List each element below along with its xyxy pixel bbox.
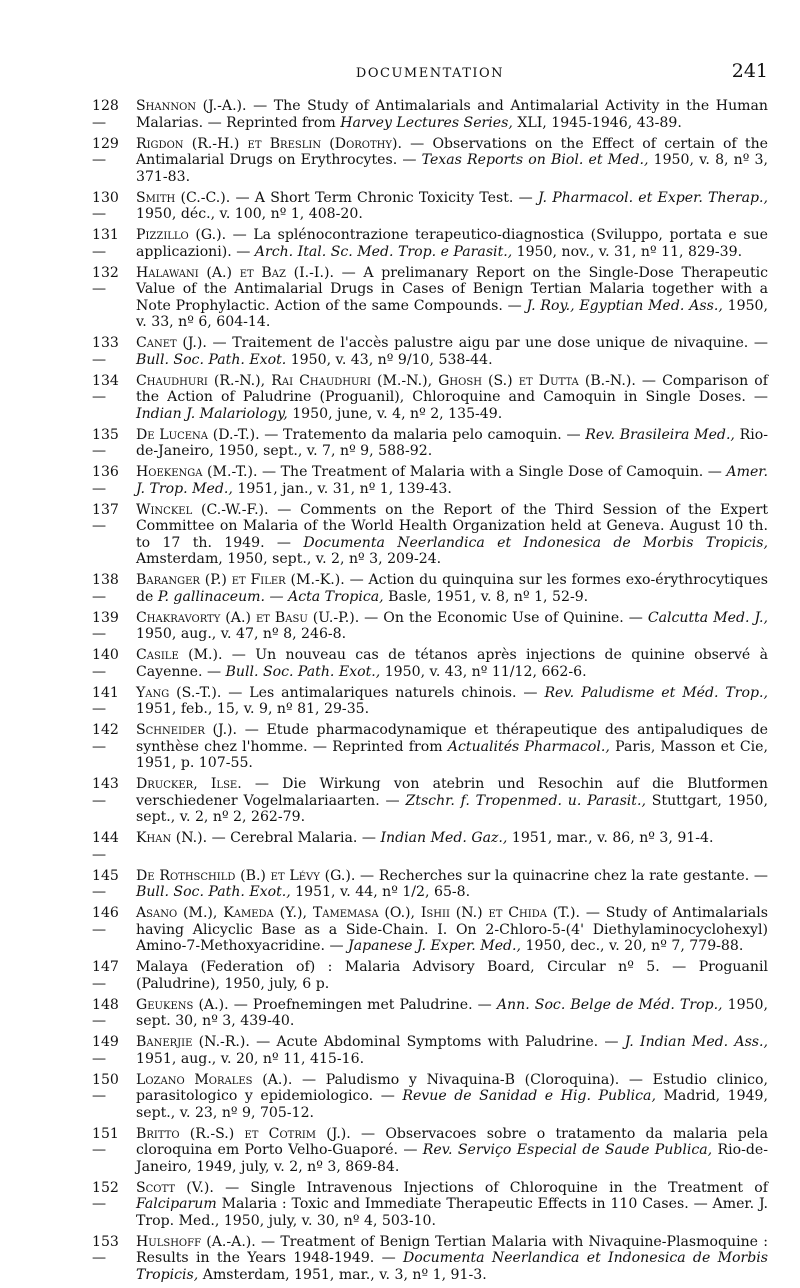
entry-authors: Rigdon (R.-H.) et Breslin (Dorothy). [136, 135, 402, 152]
entry-text [136, 1126, 768, 1176]
entry-title: — The Treatment of Malaria with a Single Dose of Camoquin. — [257, 464, 727, 480]
entry-number: 153 — [92, 1233, 119, 1266]
entry-authors: Hulshoff (A.-A.). [136, 1233, 256, 1250]
entry-source: Revue de Sanidad e Hig. Publica, [402, 1088, 656, 1104]
entry-details: Amsterdam, 1950, sept., v. 2, nº 3, 209-24. [136, 551, 442, 567]
entry-text [136, 373, 768, 423]
entry-authors: Yang (S.-T.). [136, 684, 222, 701]
entry-text [136, 190, 768, 223]
entry-text [136, 830, 768, 847]
entry-source: Japanese J. Exper. Med., [348, 938, 522, 954]
entry-number: 131 — [92, 227, 119, 260]
bibliography-entry [92, 1034, 768, 1067]
entry-authors: Casile (M.). [136, 647, 223, 663]
entry-text [136, 1072, 768, 1122]
entry-title: — Single Intravenous Injections of Chloroquine in the Treatment of [213, 1179, 768, 1196]
entry-number: 132 — [92, 264, 119, 297]
entry-number: 143 — [92, 776, 119, 809]
entry-number: 137 — [92, 501, 119, 534]
entry-authors: Canet (J.). [136, 335, 207, 351]
entry-details: 1951, jan., v. 31, nº 1, 139-43. [232, 480, 452, 497]
bibliography-entry [92, 1126, 768, 1176]
entry-number: 151 — [92, 1125, 119, 1158]
entry-authors: Britto (R.-S.) et Cotrim (J.). [136, 1125, 351, 1142]
entry-title: — Les antimalariques naturels chinois. — [221, 684, 545, 701]
bibliography-entry [92, 1180, 768, 1230]
entry-number: 144 — [92, 830, 119, 863]
entry-details: Amsterdam, 1951, mar., v. 3, nº 1, 91-3. [198, 1266, 487, 1283]
entry-number: 145 — [92, 867, 119, 900]
entry-title: — Comments on the Report of the Third Session of the Expert Committee on Malaria of the World Health Organization held at Geneva. August 10 th. to 17 th. 1949. — [136, 501, 768, 551]
entry-title: — Tratemento da malaria pelo camoquin. — [259, 426, 586, 443]
entry-title: — Cerebral Malaria. — [207, 830, 381, 846]
bibliography-entry [92, 959, 768, 992]
entry-source: Rev. Brasileira Med., [585, 426, 735, 443]
entry-number: 136 — [92, 464, 119, 497]
entry-source: Arch. Ital. Sc. Med. Trop. e Parasit., [254, 243, 513, 260]
entry-title: — Traitement de l'accès palustre aigu par une dose unique de nivaquine. — [206, 335, 768, 351]
entry-source: Rev. Serviço Especial de Saude Publica, [422, 1142, 713, 1158]
entry-number: 142 — [92, 722, 119, 755]
entry-details: 1950, déc., v. 100, nº 1, 408-20. [136, 206, 363, 222]
entry-number: 128 — [92, 98, 119, 131]
entry-source: Ann. Soc. Belge de Méd. Trop., [496, 996, 723, 1013]
entry-number: 138 — [92, 572, 119, 605]
entry-authors: Chaudhuri (R.-N.), Rai Chaudhuri (M.-N.), Ghosh (S.) et Dutta (B.-N.). [136, 372, 636, 389]
bibliography-entry [92, 1072, 768, 1122]
entry-source: Documenta Neerlandica et Indonesica de Morbis Tropicis, [136, 1250, 768, 1283]
entry-number: 150 — [92, 1071, 119, 1104]
bibliography-entry [92, 227, 768, 260]
entry-authors: Scott (V.). [136, 1179, 214, 1196]
entry-source: Indian Med. Gaz., [380, 830, 508, 846]
entry-number: 129 — [92, 135, 119, 168]
entry-text [136, 1180, 768, 1230]
entry-authors: De Lucena (D.-T.). [136, 426, 260, 443]
entry-details: Madrid, 1949, sept., v. 23, nº 9, 705-12. [136, 1088, 768, 1121]
entry-title: — Treatment of Benign Tertian Malaria with Nivaquine-Plasmoquine : Results in the Years 1948-1949. — [136, 1233, 768, 1266]
entry-number: 130 — [92, 189, 119, 222]
bibliography-entry [92, 136, 768, 186]
bibliography-entry [92, 373, 768, 423]
entry-number: 140 — [92, 647, 119, 680]
entry-text [136, 776, 768, 826]
entry-title: — Proefnemingen met Paludrine. — [228, 996, 497, 1013]
bibliography-entry [92, 997, 768, 1030]
entry-source: Bull. Soc. Path. Exot. [136, 351, 287, 368]
entry-title: — Etude pharmacodynamique et thérapeutique des antipaludiques de synthèse chez l'homme. — Reprinted from [136, 722, 768, 755]
entry-details: 1950, nov., v. 31, nº 11, 829-39. [512, 243, 743, 260]
entry-details: 1950, dec., v. 20, nº 7, 779-88. [521, 938, 744, 954]
entry-title: — Comparison of the Action of Paludrine (Proguanil), Chloroquine and Camoquin in Single Doses. — [136, 372, 768, 405]
entry-number: 148 — [92, 996, 119, 1029]
entry-text [136, 136, 768, 186]
entry-details: Stuttgart, 1950, sept., v. 2, nº 2, 262-79. [136, 792, 768, 825]
page-header [92, 60, 768, 90]
bibliography-entry [92, 776, 768, 826]
entry-source: P. gallinaceum. — Acta Tropica, [157, 588, 384, 605]
entry-text [136, 572, 768, 605]
bibliography-entry [92, 830, 768, 863]
entry-details: 1950, june, v. 4, nº 2, 135-49. [287, 405, 503, 422]
entry-details: Rio-de-Janeiro, 1950, sept., v. 7, nº 9, 588-92. [136, 426, 768, 459]
bibliography-entry [92, 464, 768, 497]
entry-details: 1951, mar., v. 86, nº 3, 91-4. [507, 830, 714, 846]
entry-authors: Smith (C.-C.). [136, 189, 231, 206]
entry-source: Texas Reports on Biol. et Med., [421, 152, 649, 168]
entry-details: 1951, feb., 15, v. 9, nº 81, 29-35. [136, 701, 370, 717]
entry-authors: Khan (N.). [136, 830, 208, 846]
entry-authors: Baranger (P.) et Filer (M.-K.). [136, 572, 345, 588]
entry-details: 1951, aug., v. 20, nº 11, 415-16. [136, 1050, 365, 1067]
entry-title: — On the Economic Use of Quinine. — [359, 609, 648, 626]
entry-authors: Lozano Morales (A.). [136, 1071, 293, 1088]
entry-text [136, 610, 768, 643]
entry-authors: Asano (M.), Kameda (Y.), Tamemasa (O.), Ishii (N.) et Chida (T.). [136, 905, 581, 921]
entry-number: 147 — [92, 959, 119, 992]
entry-details: 1950, v. 33, nº 6, 604-14. [136, 297, 768, 330]
entry-source: Bull. Soc. Path. Exot., [225, 663, 381, 680]
entry-text [136, 685, 768, 718]
entry-details: Basle, 1951, v. 8, nº 1, 52-9. [383, 588, 589, 605]
bibliography-entry [92, 265, 768, 331]
entry-number: 149 — [92, 1034, 119, 1067]
entry-text [136, 464, 768, 497]
entry-number: 139 — [92, 609, 119, 642]
entry-number: 133 — [92, 335, 119, 368]
bibliography-entry [92, 427, 768, 460]
entry-text [136, 502, 768, 568]
entry-number: 141 — [92, 684, 119, 717]
entry-title: — Paludismo y Nivaquina-B (Cloroquina). — Estudio clinico, parasitologico y epidemiologico. — [136, 1071, 768, 1104]
bibliography-entry [92, 905, 768, 955]
bibliography-entry [92, 572, 768, 605]
entry-title: — A Short Term Chronic Toxicity Test. — [230, 189, 538, 206]
entry-source: Documenta Neerlandica et Indonesica de Morbis Tropicis, [303, 534, 768, 551]
entry-title: — Observacoes sobre o tratamento da malaria pela cloroquina em Porto Velho-Guaporé. — [136, 1125, 768, 1158]
entry-number: 135 — [92, 426, 119, 459]
entry-title: — Observations on the Effect of certain of the Antimalarial Drugs on Erythrocytes. — [136, 135, 768, 168]
bibliography-entry [92, 98, 768, 131]
entry-title: — Action du quinquina sur les formes exo-érythrocytiques de [136, 572, 768, 605]
entry-text [136, 959, 768, 992]
bibliography-list [92, 98, 768, 1288]
entry-source: Indian J. Malariology, [136, 405, 288, 422]
entry-details: 1951, v. 44, nº 1/2, 65-8. [290, 884, 471, 900]
entry-text [136, 722, 768, 772]
entry-text [136, 1034, 768, 1067]
entry-authors: Pizzillo (G.). [136, 227, 227, 243]
entry-text [136, 427, 768, 460]
entry-source: J. Indian Med. Ass., [624, 1034, 768, 1050]
entry-source: Harvey Lectures Series, [340, 114, 513, 131]
entry-text [136, 98, 768, 131]
entry-text [136, 265, 768, 331]
entry-title: — A prelimanary Report on the Single-Dose Therapeutic Value of the Antimalarial Drugs in Cases of Benign Tertian Malaria together with a Note Prophylactic. Action of the same Compounds. — [136, 264, 769, 314]
bibliography-entry [92, 647, 768, 680]
entry-number: 146 — [92, 905, 119, 938]
entry-authors: Banerjie (N.-R.). [136, 1034, 250, 1050]
entry-details: Paris, Masson et Cie, 1951, p. 107-55. [136, 738, 769, 771]
entry-title: Malaya (Federation of) : Malaria Advisory Board, Circular nº 5. — Proguanil (Paludrine), 1950, july, 6 p. [136, 959, 768, 992]
entry-authors: Winckel (C.-W.-F.). [136, 501, 269, 518]
entry-details: Malaria : Toxic and Immediate Therapeutic Effects in 110 Cases. — Amer. J. Trop. Med., 1950, july, v. 30, nº 4, 503-10. [136, 1196, 768, 1229]
page-number: 241 [731, 60, 768, 82]
entry-text [136, 335, 768, 368]
bibliography-entry [92, 610, 768, 643]
bibliography-entry [92, 685, 768, 718]
entry-text [136, 647, 768, 680]
entry-source: Amer. J. Trop. Med., [136, 464, 768, 497]
entry-authors: Hoekenga (M.-T.). [136, 464, 258, 480]
bibliography-entry [92, 868, 768, 901]
bibliography-entry [92, 722, 768, 772]
entry-source: Actualités Pharmacol., [447, 738, 610, 755]
entry-title: — The Study of Antimalarials and Antimalarial Activity in the Human Malarias. — Reprinted from [136, 98, 768, 131]
entry-title: — Acute Abdominal Symptoms with Paludrine. — [249, 1034, 625, 1050]
entry-details: XLI, 1945-1946, 43-89. [512, 114, 682, 131]
entry-source: Rev. Paludisme et Méd. Trop., [544, 684, 769, 701]
bibliography-entry [92, 1234, 768, 1284]
entry-source: Bull. Soc. Path. Exot., [136, 884, 291, 900]
entry-authors: Geukens (A.). [136, 996, 229, 1013]
entry-authors: Shannon (J.-A.). [136, 98, 247, 114]
entry-text [136, 868, 768, 901]
entry-authors: Drucker, Ilse. [136, 776, 242, 792]
entry-text [136, 997, 768, 1030]
bibliography-entry [92, 190, 768, 223]
entry-details: 1950, sept. 30, nº 3, 439-40. [136, 996, 768, 1029]
entry-text [136, 227, 768, 260]
entry-details: 1950, v. 8, nº 3, 371-83. [136, 152, 768, 185]
entry-source: Calcutta Med. J., [647, 609, 768, 626]
running-head: DOCUMENTATION [355, 66, 505, 81]
entry-authors: De Rothschild (B.) et Lévy (G.). [136, 867, 356, 884]
entry-authors: Halawani (A.) et Baz (I.-I.). [136, 264, 334, 281]
entry-authors: Chakravorty (A.) et Basu (U.-P.). [136, 609, 360, 626]
entry-text [136, 905, 768, 955]
entry-title: — Recherches sur la quinacrine chez la rate gestante. — [355, 867, 768, 884]
entry-details: 1950, v. 43, nº 9/10, 538-44. [286, 351, 493, 368]
entry-number: 152 — [92, 1179, 119, 1212]
entry-source: J. Pharmacol. et Exper. Therap., [537, 189, 768, 206]
entry-source: Falciparum [136, 1196, 217, 1212]
entry-title: — Die Wirkung von atebrin und Resochin auf die Blutformen verschiedener Vogelmalariaarten. — [136, 776, 769, 809]
entry-number: 134 — [92, 372, 119, 405]
entry-details: 1950, v. 43, nº 11/12, 662-6. [380, 663, 587, 680]
entry-title: — La splénocontrazione terapeutico-diagnostica (Sviluppo, portata e sue applicazioni). — [136, 227, 769, 260]
entry-source: Ztschr. f. Tropenmed. u. Parasit., [405, 792, 646, 809]
entry-title: — Un nouveau cas de tétanos après injections de quinine observé à Cayenne. — [136, 647, 768, 680]
entry-authors: Schneider (J.). [136, 722, 238, 738]
bibliography-entry [92, 502, 768, 568]
entry-text [136, 1234, 768, 1284]
bibliography-entry [92, 335, 768, 368]
entry-source: J. Roy., Egyptian Med. Ass., [526, 297, 723, 314]
entry-details: Rio-de-Janeiro, 1949, july, v. 2, nº 3, 869-84. [136, 1142, 768, 1175]
entry-details: 1950, aug., v. 47, nº 8, 246-8. [136, 626, 347, 642]
entry-title: — Study of Antimalarials having Alicyclic Base as a Side-Chain. I. On 2-Chloro-5-(4' Diethylaminocyclohexyl) Amino-7-Methoxyacridine. — [136, 905, 768, 954]
